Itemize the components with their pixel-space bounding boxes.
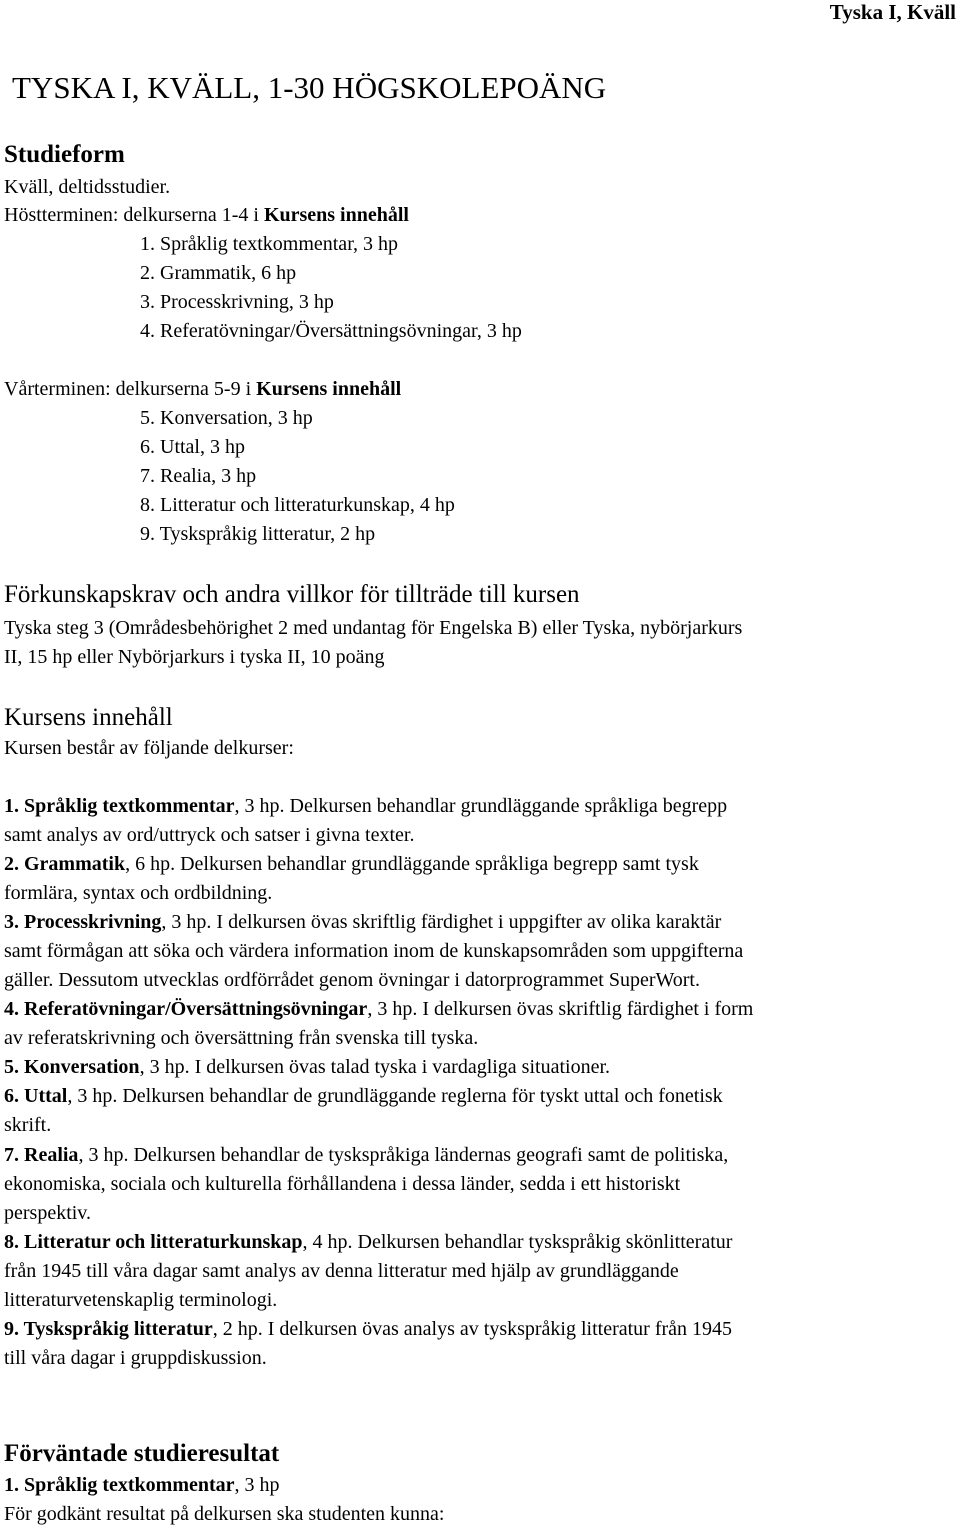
autumn-item-4: 4. Referatövningar/Översättningsövningar, 3 hp — [140, 320, 522, 342]
content-line: gäller. Dessutom utvecklas ordförrådet genom övningar i datorprogrammet SuperWort. — [4, 969, 700, 991]
studieform-line: Kväll, deltidsstudier. — [4, 176, 171, 198]
prereq-line-1: Tyska steg 3 (Områdesbehörighet 2 med undantag för Engelska B) eller Tyska, nybörjarkurs — [4, 617, 743, 639]
spring-term-prefix: Vårterminen: delkurserna 5-9 i — [4, 378, 257, 400]
subcourse-title: 1. Språklig textkommentar — [4, 795, 235, 817]
content-line — [4, 997, 753, 1021]
content-line: samt förmågan att söka och värdera information inom de kunskapsområden som uppgifterna — [4, 940, 744, 962]
autumn-term-ref: Kursens innehåll — [263, 204, 409, 226]
results-line: För godkänt resultat på delkursen ska studenten kunna: — [4, 1503, 445, 1525]
content-line — [4, 910, 721, 934]
content-text: , 6 hp. Delkursen behandlar grundläggande språkliga begrepp samt tysk — [125, 853, 699, 875]
content-text: , 2 hp. I delkursen övas analys av tyskspråkig litteratur från 1945 — [212, 1318, 733, 1340]
content-text: , 3 hp. Delkursen behandlar de tyskspråkiga ländernas geografi samt de politiska, — [78, 1144, 729, 1166]
content-text: , 3 hp. I delkursen övas talad tyska i vardagliga situationer. — [139, 1056, 611, 1078]
content-text: , 3 hp — [234, 1474, 280, 1496]
results-subheading — [4, 1473, 280, 1497]
content-line: formlära, syntax och ordbildning. — [4, 882, 273, 904]
content-line: av referatskrivning och översättning från svenska till tyska. — [4, 1027, 479, 1049]
autumn-item-3: 3. Processkrivning, 3 hp — [140, 291, 334, 313]
autumn-item-1: 1. Språklig textkommentar, 3 hp — [140, 233, 399, 255]
subcourse-title: 3. Processkrivning — [4, 911, 162, 933]
subcourse-title: 7. Realia — [4, 1144, 79, 1166]
content-text: , 3 hp. I delkursen övas skriftlig färdighet i uppgifter av olika karaktär — [161, 911, 722, 933]
spring-term-line — [4, 377, 401, 401]
content-text: , 3 hp. Delkursen behandlar de grundläggande reglerna för tyskt uttal och fonetisk — [67, 1085, 723, 1107]
content-line — [4, 852, 699, 876]
content-line: skrift. — [4, 1114, 52, 1136]
heading-expected-results: Förväntade studieresultat — [4, 1440, 280, 1467]
heading-studieform: Studieform — [4, 141, 125, 168]
spring-term-ref: Kursens innehåll — [256, 378, 402, 400]
spring-item-5: 5. Konversation, 3 hp — [140, 407, 313, 429]
running-header: Tyska I, Kväll — [829, 0, 956, 24]
spring-item-8: 8. Litteratur och litteraturkunskap, 4 hp — [140, 494, 455, 516]
content-line: perspektiv. — [4, 1202, 92, 1224]
content-text: , 3 hp. I delkursen övas skriftlig färdighet i form — [367, 998, 754, 1020]
content-text: , 4 hp. Delkursen behandlar tyskspråkig skönlitteratur — [302, 1231, 733, 1253]
spring-item-6: 6. Uttal, 3 hp — [140, 436, 245, 458]
content-line — [4, 1055, 610, 1079]
content-line: litteraturvetenskaplig terminologi. — [4, 1289, 278, 1311]
subcourse-title: 8. Litteratur och litteraturkunskap — [4, 1231, 303, 1253]
subcourse-title: 9. Tyskspråkig litteratur — [4, 1318, 213, 1340]
subcourse-title: 2. Grammatik — [4, 853, 126, 875]
heading-prerequisites: Förkunskapskrav och andra villkor för tillträde till kursen — [4, 581, 580, 608]
content-intro: Kursen består av följande delkurser: — [4, 737, 294, 759]
content-line: till våra dagar i gruppdiskussion. — [4, 1347, 267, 1369]
content-line — [4, 1230, 732, 1254]
content-line: från 1945 till våra dagar samt analys av denna litteratur med hjälp av grundläggande — [4, 1260, 679, 1282]
autumn-term-prefix: Höstterminen: delkurserna 1-4 i — [4, 204, 264, 226]
subcourse-title: 6. Uttal — [4, 1085, 68, 1107]
autumn-item-2: 2. Grammatik, 6 hp — [140, 262, 297, 284]
subcourse-title: 5. Konversation — [4, 1056, 140, 1078]
content-line — [4, 1143, 728, 1167]
spring-item-9: 9. Tyskspråkig litteratur, 2 hp — [140, 523, 376, 545]
spring-item-7: 7. Realia, 3 hp — [140, 465, 257, 487]
content-text: , 3 hp. Delkursen behandlar grundläggande språkliga begrepp — [234, 795, 728, 817]
content-line — [4, 1084, 723, 1108]
prereq-line-2: II, 15 hp eller Nybörjarkurs i tyska II, 10 poäng — [4, 646, 385, 668]
content-line: samt analys av ord/uttryck och satser i givna texter. — [4, 824, 415, 846]
content-line: ekonomiska, sociala och kulturella förhållandena i dessa länder, sedda i ett historiskt — [4, 1173, 681, 1195]
content-line — [4, 1317, 732, 1341]
subcourse-title: 4. Referatövningar/Översättningsövningar — [4, 998, 368, 1020]
heading-course-content: Kursens innehåll — [4, 704, 173, 731]
autumn-term-line — [4, 203, 409, 227]
content-line — [4, 794, 727, 818]
page-title: TYSKA I, KVÄLL, 1-30 HÖGSKOLEPOÄNG — [12, 70, 607, 105]
subcourse-title: 1. Språklig textkommentar — [4, 1474, 235, 1496]
